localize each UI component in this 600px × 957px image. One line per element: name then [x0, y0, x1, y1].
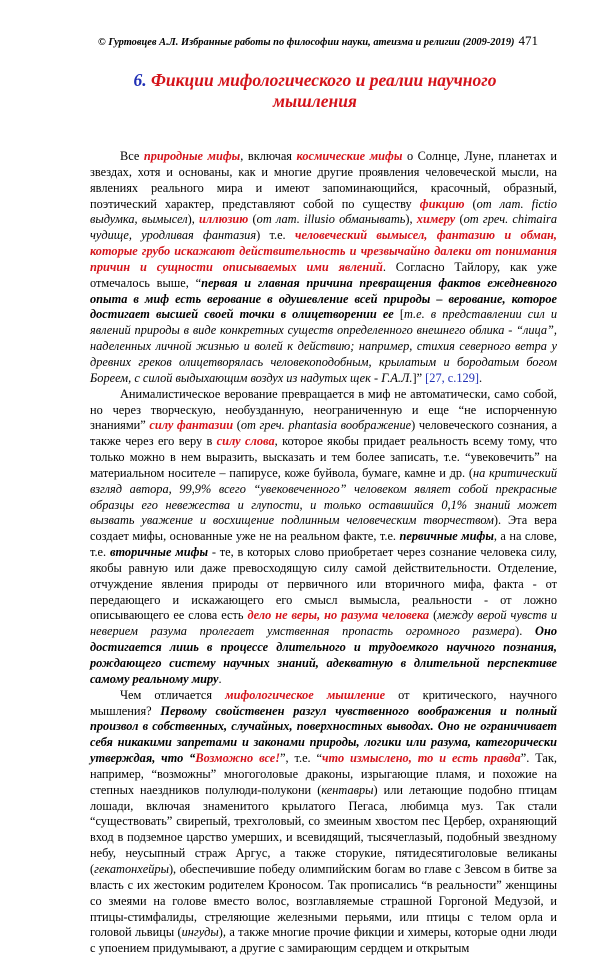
text-run: человеческий вымысел, фантазию и обман, которые грубо искажают действительность и чрезвычайно далеки от понимания причин и сущности описываемых ими явлений — [90, 228, 557, 274]
text-run: дело не веры, но разума человека — [247, 608, 430, 623]
text-run: ), обеспечившие победу олимпийским богам во главе с Зевсом в битве за власть с их жестоким родителем Кроносом. Так прописались “в реальности” женщины со змеями на голове вместо волос, возглавляемые страшной Горгоной Медузой, и птицы-стимфалиды, стреляющие железными перьями, или птицы с телом орла и головой львицы ( — [90, 861, 557, 940]
text-run: что измыслено, то и есть правда — [322, 751, 521, 766]
text-run: ( — [248, 212, 257, 227]
text-run: первая и главная причина превращения фактов ежедневного опыта в миф есть верование в одушевление всей природы – верование, которое достигает высшей своей точки в олицетворении ее — [90, 275, 557, 322]
text-run: ”. Так, например, “возможны” многоголовые драконы, изрыгающие пламя, и похожие на степных наездников полулюди-полукони ( — [90, 751, 557, 797]
text-run: Возможно все! — [195, 751, 281, 766]
text-run: , а на слове, т.е. — [90, 529, 557, 560]
text-run: от греч. chimaira чудище, уродливая фантазия — [90, 212, 557, 243]
text-run: ( — [464, 196, 477, 211]
text-run: [ — [393, 307, 404, 322]
text-run: от критического, научного мышления? — [90, 687, 557, 718]
paragraph — [90, 688, 557, 957]
paragraph — [90, 149, 557, 387]
text-run: силу фантазии — [149, 418, 234, 433]
page-number: 471 — [518, 33, 538, 48]
text-run: ) т.е. — [256, 228, 295, 243]
text-run: от лат. fictio выдумка, вымысел — [90, 196, 558, 227]
text-run: ( — [233, 418, 241, 433]
text-run: Все — [120, 149, 144, 163]
text-run: ) или летающие подобно птицам лошади, включая знаменитого крылатого Пегаса, любимца муз. Так стали “существовать” свирепый, трехголовый, со змеиным хвостом пес Цербер, охраняющий вход в подземное царство умерших, и всевидящий, тысячеглазый, подобный звездному небу, неусыпный страж Аргус, а также сторукие, пятидесятиголовые великаны ( — [90, 782, 558, 876]
text-run: , включая — [240, 149, 297, 163]
text-run: мифологическое мышление — [225, 687, 386, 702]
text-run: о Солнце, Луне, планетах и звездах, хотя и основаны, как и многие другие проявления человеческой мысли, на явлениях реального мира и имеют запоминающийся, красочный, образный, поэтический характер, представляют собой по существу — [90, 149, 557, 211]
running-title: © Гуртовцев А.Л. Избранные работы по философии науки, атеизма и религии (2009-2019) — [98, 37, 515, 48]
text-run: . — [478, 370, 483, 385]
text-run: первичные мифы — [399, 529, 494, 544]
chapter-heading — [110, 70, 520, 112]
text-run: . Согласно Тайлору, как уже отмечалось выше, “ — [90, 259, 557, 290]
text-run: . — [218, 671, 222, 686]
text-run: ( — [455, 212, 464, 227]
paragraph — [90, 387, 557, 688]
text-run: кентавры — [321, 782, 374, 797]
text-run: Оно достигается лишь в процессе длительного и трудоемкого научного познания, рождающего систему научных знаний, адекватную в длительной перспективе самому реальному миру — [90, 624, 557, 686]
text-run: Анималистическое верование превращается в миф не автоматически, само собой, но через творческую, необузданную, неограниченную и еще “не испорченную знаниями” — [90, 386, 557, 433]
text-run: гекатонхейры — [94, 861, 169, 876]
text-run: космические мифы — [296, 149, 403, 163]
text-run: силу слова — [216, 434, 275, 449]
text-run: иллюзию — [199, 212, 249, 227]
text-run: ”, т.е. “ — [280, 751, 323, 766]
text-run: ). — [515, 624, 536, 639]
chapter-title: Фикции мифологического и реалии научного мышления — [151, 70, 497, 111]
text-run: ), а также многие прочие фикции и химеры, которые одни люди с упоением придумывают, а другие с замирающим сердцем и открытым — [90, 925, 557, 956]
text-run: ). Эта вера создает мифы, основанные уже не на реальном факте, т.е. — [90, 513, 557, 544]
chapter-number: 6. — [133, 70, 147, 90]
text-run: химеру — [416, 212, 456, 227]
text-run: т.е. в представлении сил и явлений природы в виде конкретных существ определенного внешнего облика - “лица”, наделенных личной жизнью и волей к действию; например, стихия северного ветра у древних греков олицетворялась человекоподобным, крылатым и бородатым богом Бореем, с силой выдыхающим воздух из надутых щек - Г.А.Л. — [90, 307, 558, 385]
text-run: ), — [405, 212, 417, 227]
text-run: ингуды — [181, 925, 219, 940]
text-run: - те, в которых слово приобретает через сознание человека силу, якобы равную или даже превосходящую силу самой действительности. Отделение, отчуждение явления природы от первичного или вторичного мифа, факта - от передающего и искажающего его смысл вымысла, реальности - от ложно описывающего ее слова есть — [90, 545, 558, 623]
citation-link[interactable]: [27, с.129] — [425, 370, 479, 385]
text-run: ( — [429, 608, 438, 623]
text-run: Первому свойственен разгул чувственного воображения и полный произвол в собственных, случайных, поверхностных выводах. Оно не ограничивает себя никакими запретами и законами природы, логики или разума, категорически утверждая, что “ — [90, 703, 558, 766]
body-text — [90, 149, 557, 957]
text-run: ) человеческого сознания, а также через его веру в — [90, 418, 557, 449]
text-run: от греч. phantasia воображение — [240, 418, 412, 433]
text-run: Чем отличается — [120, 687, 226, 702]
text-run: , которое якобы придает реальность всему тому, что только можно в нем выразить, высказать и тем более записать, т.е. “увековечить” на материальном носителе – папирусе, коже буйвола, бумаге, камне и др. ( — [90, 434, 558, 480]
text-run: фикцию — [419, 196, 465, 211]
text-run: ), — [187, 212, 200, 227]
text-run: ]” — [412, 370, 426, 385]
text-run: природные мифы — [143, 149, 241, 163]
text-run: от лат. illusio обманывать — [256, 212, 406, 227]
running-header — [98, 33, 538, 49]
text-run: вторичные мифы — [109, 545, 209, 560]
text-run: между верой чувств и неверием разума пролегает умственная пропасть огромного размера — [90, 608, 557, 639]
text-run: на критический взгляд автора, 99,9% всего “увековеченного” человеком являет собой прекрасные образцы его невежества и глупости, и только оставшийся 0,1% знаний может вызвать уважение и восхищение подлинным человеческим творчеством — [90, 465, 557, 528]
